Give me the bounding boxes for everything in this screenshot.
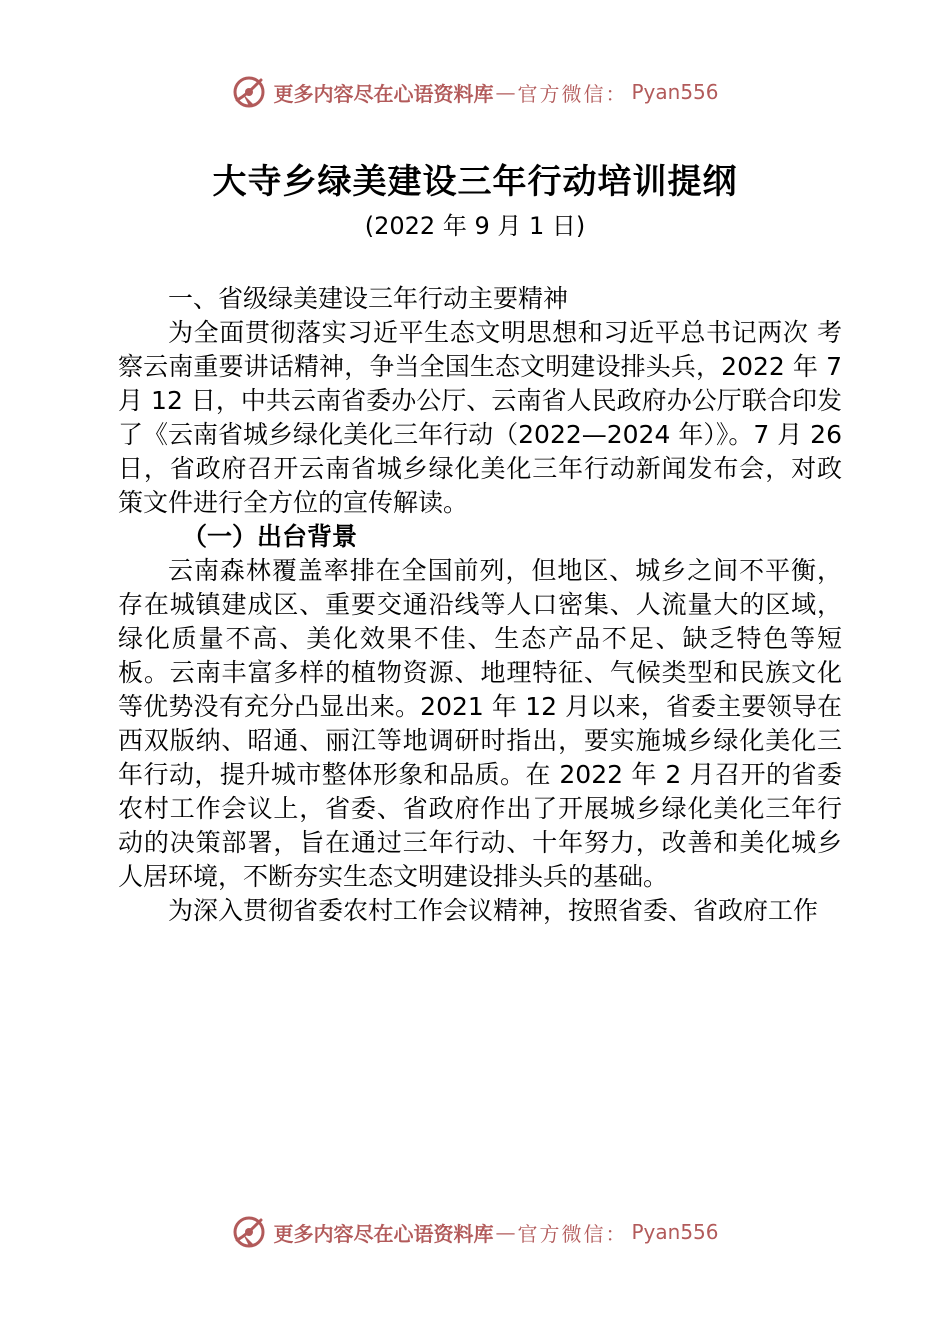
paragraph-2: 云南森林覆盖率排在全国前列，但地区、城乡之间不平衡，存在城镇建成区、重要交通沿线等人口密集、人流量大的区域， 绿化质量不高、美化效果不佳、生态产品不足、缺乏特色等短板。云南丰富多样的植物资源、地理特征、气候类型和民族文化等优势没有充分凸显出来。2021 年 12 月以来，省委主要领导在西双版纳、昭通、丽江等地调研时指出，要实施城乡绿化美化三年行动，提升城市整体形象和品质。在 2022 年 2 月召开的省委农村工作会议上，省委、省政府作出了开展城乡绿化美化三年行动的决策部署，旨在通过三年行动、十年努力，改善和美化城乡人居环境，不断夯实生态文明建设排头兵的基础。 [118, 556, 842, 891]
subsection-heading-1: （一）出台背景 [182, 522, 358, 551]
banner-main-text: 更多内容尽在心语资料库 [273, 1221, 494, 1246]
pen-emblem-icon [231, 74, 267, 110]
pen-emblem-icon [231, 1214, 267, 1250]
banner-wechat-id: Pyan556 [631, 80, 719, 104]
document-date: (2022 年 9 月 1 日) [364, 212, 586, 240]
top-watermark-banner [0, 72, 950, 112]
banner-main-text: 更多内容尽在心语资料库 [273, 81, 494, 106]
document-body [118, 282, 842, 928]
bottom-watermark-banner [0, 1212, 950, 1252]
banner-wechat-label: 官方微信： [517, 81, 628, 106]
banner-dash: — [495, 80, 516, 104]
banner-wechat-id: Pyan556 [631, 1220, 719, 1244]
paragraph-1: 为全面贯彻落实习近平生态文明思想和习近平总书记两次 考察云南重要讲话精神，争当全国生态文明建设排头兵，2022 年 7 月 12 日，中共云南省委办公厅、云南省人民政府办公厅联合印发了《云南省城乡绿化美化三年行动（2022—2024 年）》。7 月 26 日，省政府召开云南省城乡绿化美化三年行动新闻发布会，对政策文件进行全方位的宣传解读。 [118, 318, 842, 517]
document-title: 大寺乡绿美建设三年行动培训提纲 [212, 162, 738, 202]
paragraph-3: 为深入贯彻省委农村工作会议精神，按照省委、省政府工作 [168, 896, 819, 925]
banner-dash: — [495, 1220, 516, 1244]
banner-wechat-label: 官方微信： [517, 1221, 628, 1246]
section-heading-1: 一、省级绿美建设三年行动主要精神 [168, 284, 569, 313]
